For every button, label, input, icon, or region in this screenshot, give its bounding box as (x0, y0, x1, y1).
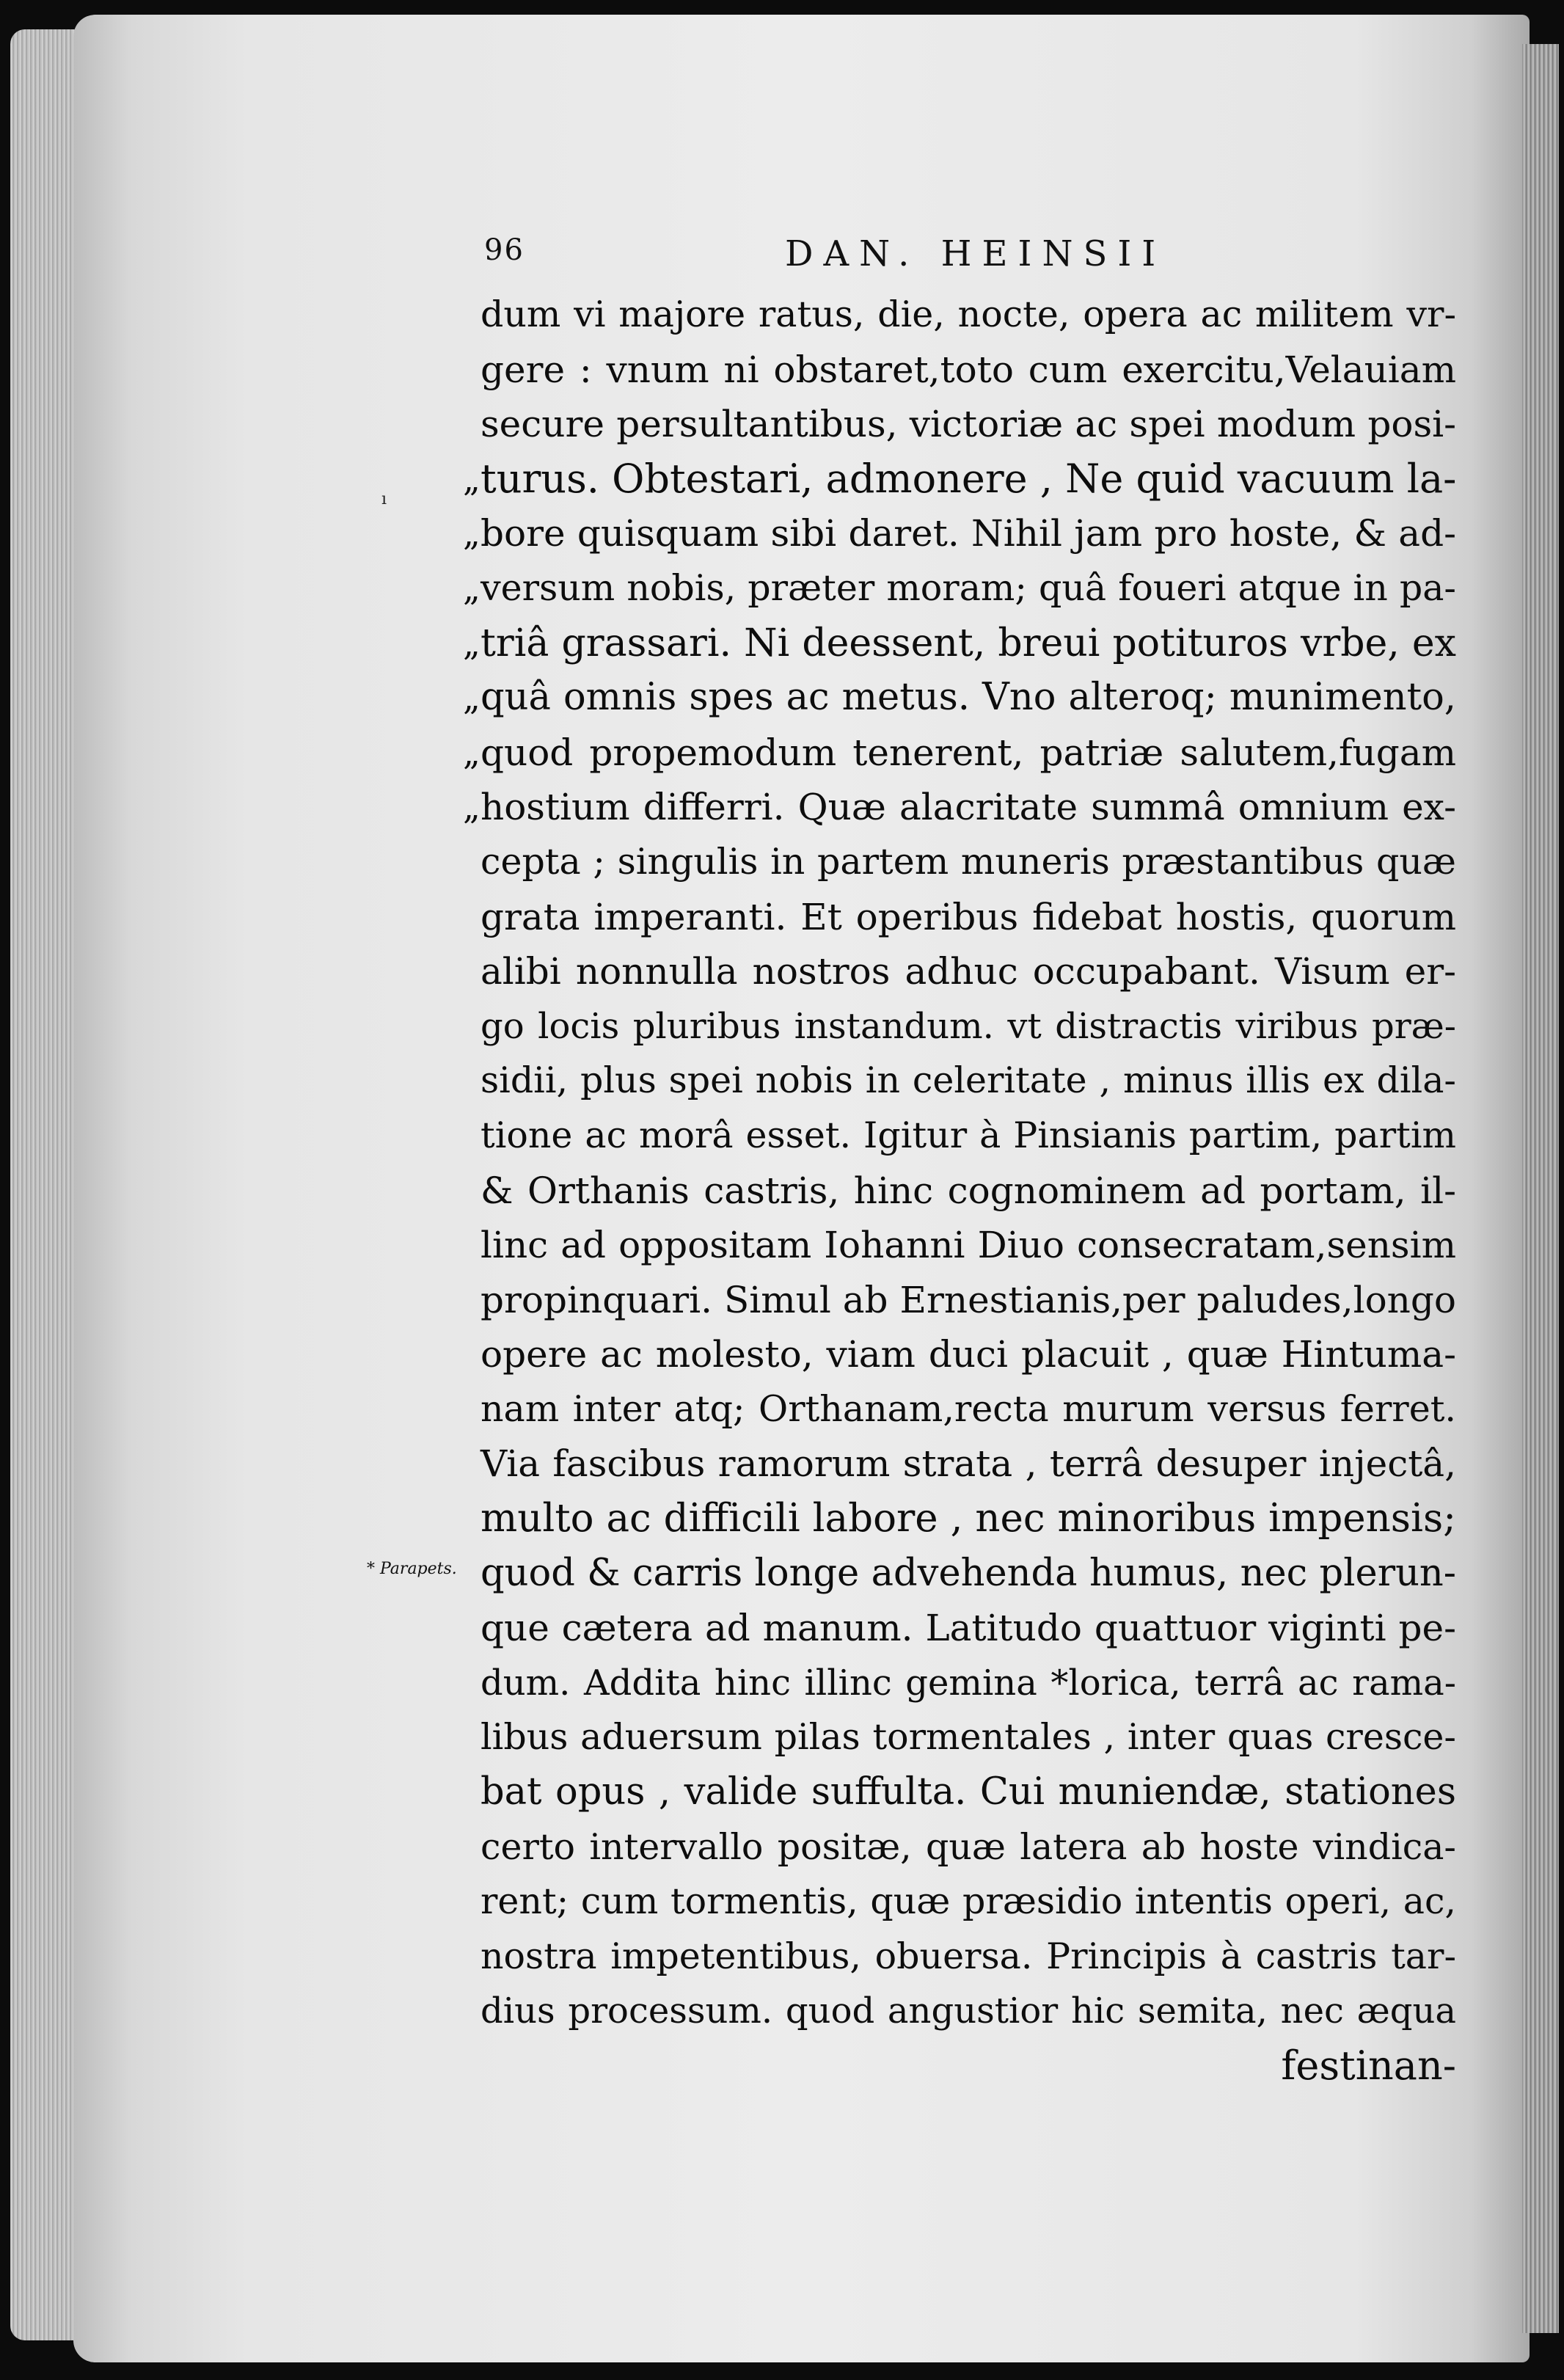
line-text: Via fascibus ramorum strata , terrâ desuper injectâ, (480, 1442, 1456, 1486)
line-text: propinquari. Simul ab Ernestianis,per paludes,longo (480, 1278, 1456, 1321)
quote-mark: „ (463, 787, 480, 828)
quote-mark: „ (463, 514, 480, 554)
line-text: hostium differri. Quæ alacritate summâ omnium ex- (480, 786, 1456, 829)
running-head (484, 233, 1452, 277)
line-text: certo intervallo positæ, quæ latera ab hoste vindica- (480, 1825, 1456, 1868)
text-line (480, 1984, 1456, 2039)
text-line (480, 1930, 1456, 1985)
line-text: dum. Addita hinc illinc gemina *lorica, terrâ ac rama- (480, 1662, 1456, 1704)
text-line (463, 616, 1456, 671)
quote-mark: „ (463, 678, 480, 718)
quote-mark: „ (463, 459, 480, 499)
page-number: 96 (484, 233, 525, 267)
text-line (463, 452, 1457, 507)
text-line (480, 343, 1456, 398)
text-line (480, 1054, 1456, 1109)
text-line (463, 561, 1456, 616)
quote-mark: „ (463, 568, 480, 608)
text-line (480, 1218, 1456, 1273)
line-text: quâ omnis spes ac metus. Vno alteroq; munimento, (480, 676, 1456, 720)
text-line (480, 1492, 1456, 1547)
line-text: dum vi majore ratus, die, nocte, opera ac militem vr- (480, 293, 1456, 335)
line-text: nam inter atq; Orthanam,recta murum versus ferret. (480, 1387, 1456, 1430)
text-line (480, 1382, 1456, 1437)
line-text: go locis pluribus instandum. vt distractis viribus præ- (480, 1005, 1456, 1047)
text-line (463, 671, 1456, 726)
text-line (480, 999, 1456, 1054)
text-line (480, 944, 1456, 999)
text-line (480, 1765, 1456, 1820)
line-text: secure persultantibus, victoriæ ac spei modum posi- (480, 403, 1456, 446)
stray-mark: ı (381, 490, 387, 508)
line-text: libus aduersum pilas tormentales , inter quas cresce- (480, 1716, 1456, 1759)
text-line (463, 506, 1456, 561)
text-line (480, 1656, 1456, 1711)
text-line (480, 1164, 1456, 1219)
line-text: alibi nonnulla nostros adhuc occupabant. Visum er- (480, 950, 1456, 993)
quote-mark: „ (463, 732, 480, 773)
line-text: cepta ; singulis in partem muneris præstantibus quæ (480, 840, 1456, 883)
text-line (480, 288, 1456, 343)
text-line (480, 1601, 1456, 1656)
text-line (480, 890, 1456, 945)
body-text (463, 288, 1457, 2094)
text-line (480, 1710, 1456, 1765)
quote-mark: „ (463, 623, 480, 663)
line-text: versum nobis, præter moram; quâ foueri atque in pa- (480, 566, 1456, 609)
text-line (480, 1109, 1456, 1164)
text-line (480, 1547, 1456, 1602)
line-text: bore quisquam sibi daret. Nihil jam pro hoste, & ad- (480, 512, 1456, 555)
text-line (480, 2039, 1456, 2094)
text-line (480, 835, 1456, 890)
line-text: & Orthanis castris, hinc cognominem ad portam, il- (480, 1169, 1456, 1212)
line-text: linc ad oppositam Iohanni Diuo consecratam,sensim (480, 1224, 1456, 1267)
page-stack-right (1522, 44, 1559, 2333)
line-text: nostra impetentibus, obuersa. Principis à castris tar- (480, 1935, 1456, 1977)
header-title: DAN. HEINSII (785, 233, 1166, 274)
line-text: quod & carris longe advehenda humus, nec plerun- (480, 1551, 1456, 1595)
text-line (480, 397, 1456, 452)
line-text: tione ac morâ esset. Igitur à Pinsianis partim, partim (480, 1114, 1456, 1156)
line-text: festinan- (1281, 2043, 1456, 2089)
line-text: que cætera ad manum. Latitudo quattuor viginti pe- (480, 1607, 1456, 1650)
line-text: multo ac difficili labore , nec minoribus impensis; (480, 1496, 1456, 1541)
text-line (480, 1327, 1456, 1382)
line-text: turus. Obtestari, admonere , Ne quid vacuum la- (480, 455, 1457, 502)
line-text: grata imperanti. Et operibus fidebat hostis, quorum (480, 895, 1456, 938)
line-text: rent; cum tormentis, quæ præsidio intentis operi, ac, (480, 1880, 1456, 1923)
line-text: quod propemodum tenerent, patriæ salutem,fugam (480, 731, 1456, 774)
text-line (480, 1437, 1456, 1492)
margin-note: * Parapets. (367, 1560, 457, 1578)
text-line (480, 1820, 1456, 1875)
line-text: bat opus , valide suffulta. Cui muniendæ, stationes (480, 1770, 1456, 1814)
line-text: gere : vnum ni obstaret,toto cum exercitu,Velauiam (480, 348, 1456, 391)
line-text: opere ac molesto, viam duci placuit , quæ Hintuma- (480, 1333, 1456, 1376)
text-line (480, 1875, 1456, 1930)
line-text: dius processum. quod angustior hic semita, nec æqua (480, 1990, 1456, 2032)
line-text: triâ grassari. Ni deessent, breui potituros vrbe, ex (480, 621, 1456, 665)
text-line (480, 1273, 1456, 1328)
text-line (463, 780, 1456, 835)
text-line (463, 726, 1456, 781)
line-text: sidii, plus spei nobis in celeritate , minus illis ex dila- (480, 1059, 1456, 1102)
